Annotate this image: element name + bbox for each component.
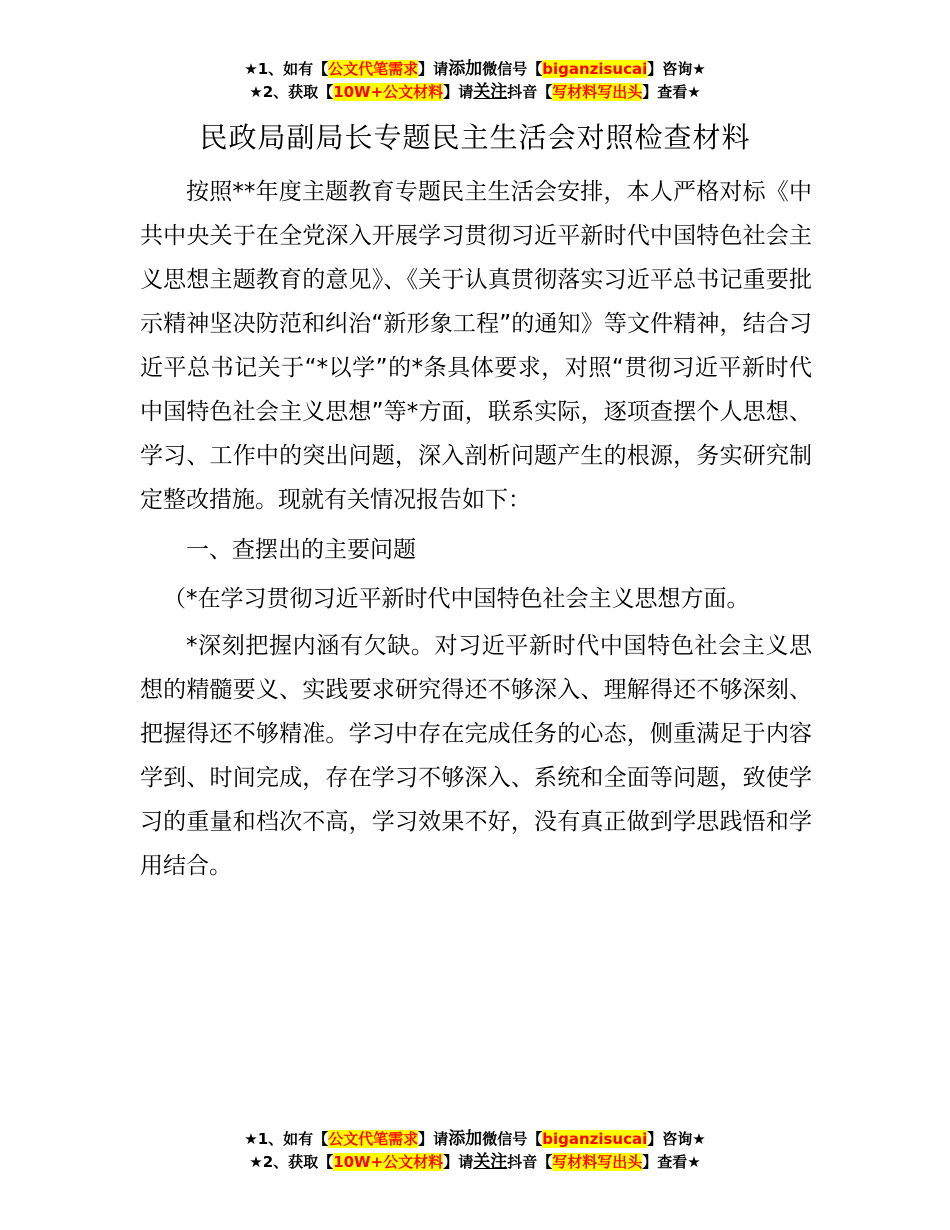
- banner-text: 2、获取【: [262, 83, 334, 101]
- highlight-wechat-id: biganzisucai: [542, 60, 648, 78]
- highlight-wechat-id: biganzisucai: [542, 1130, 648, 1148]
- star-icon: ★: [244, 1130, 258, 1148]
- banner-text: 】请: [443, 83, 474, 101]
- document-title: 民政局副局长专题民主生活会对照检查材料: [199, 121, 751, 154]
- banner-line-1: [0, 1128, 950, 1151]
- banner-text: 1、如有【: [257, 1130, 329, 1148]
- body-paragraph: *深刻把握内涵有欠缺。对习近平新时代中国特色社会主义思想的精髓要义、实践要求研究得还不够深入、理解得还不够深刻、把握得还不够精准。学习中存在完成任务的心态，侧重满足于内容学到、时间完成，存在学习不够深入、系统和全面等问题，致使学习的重量和档次不高，学习效果不好，没有真正做到学思践悟和学用结合。: [140, 633, 812, 879]
- highlight-douyin-account: 写材料写出头: [552, 1153, 643, 1171]
- banner-emphasis: 添加: [448, 1129, 483, 1149]
- highlight-service: 公文代笔需求: [328, 60, 419, 78]
- banner-line-2: [0, 1151, 950, 1174]
- banner-text: 】查看: [642, 83, 688, 101]
- banner-text: 】请: [443, 1153, 474, 1171]
- banner-text: 2、获取【: [262, 1153, 334, 1171]
- banner-text: 抖音【: [507, 83, 553, 101]
- banner-emphasis: 关注: [473, 82, 508, 102]
- highlight-douyin-account: 写材料写出头: [552, 83, 643, 101]
- intro-paragraph: 按照**年度主题教育专题民主生活会安排，本人严格对标《中共中央关于在全党深入开展学习贯彻习近平新时代中国特色社会主义思想主题教育的意见》、《关于认真贯彻落实习近平总书记重要批示精神坚决防范和纠治“新形象工程”的通知》等文件精神，结合习近平总书记关于“*以学”的*条具体要求，对照“贯彻习近平新时代中国特色社会主义思想”等*方面，联系实际，逐项查摆个人思想、学习、工作中的突出问题，深入剖析问题产生的根源，务实研究制定整改措施。现就有关情况报告如下：: [140, 179, 812, 513]
- banner-text: 】咨询: [647, 1130, 693, 1148]
- star-icon: ★: [692, 60, 706, 78]
- star-icon: ★: [687, 1153, 701, 1171]
- highlight-materials: 10W+公文材料: [333, 83, 444, 101]
- banner-text: 】咨询: [647, 60, 693, 78]
- banner-text: 】请: [418, 1130, 449, 1148]
- banner-text: 微信号【: [482, 60, 543, 78]
- document-body: [140, 170, 812, 888]
- banner-line-2: [0, 81, 950, 104]
- banner-text: 抖音【: [507, 1153, 553, 1171]
- highlight-materials: 10W+公文材料: [333, 1153, 444, 1171]
- banner-emphasis: 添加: [448, 59, 483, 79]
- banner-text: 】请: [418, 60, 449, 78]
- star-icon: ★: [249, 83, 263, 101]
- banner-emphasis: 关注: [473, 1152, 508, 1172]
- footer-banner: [0, 1128, 950, 1174]
- highlight-service: 公文代笔需求: [328, 1130, 419, 1148]
- star-icon: ★: [249, 1153, 263, 1171]
- star-icon: ★: [687, 83, 701, 101]
- section-heading: 一、查摆出的主要问题: [186, 537, 416, 563]
- banner-line-1: [0, 58, 950, 81]
- header-banner: [0, 58, 950, 104]
- subsection-heading: （*在学习贯彻习近平新时代中国特色社会主义思想方面。: [163, 586, 750, 612]
- banner-text: 微信号【: [482, 1130, 543, 1148]
- banner-text: 1、如有【: [257, 60, 329, 78]
- star-icon: ★: [692, 1130, 706, 1148]
- star-icon: ★: [244, 60, 258, 78]
- banner-text: 】查看: [642, 1153, 688, 1171]
